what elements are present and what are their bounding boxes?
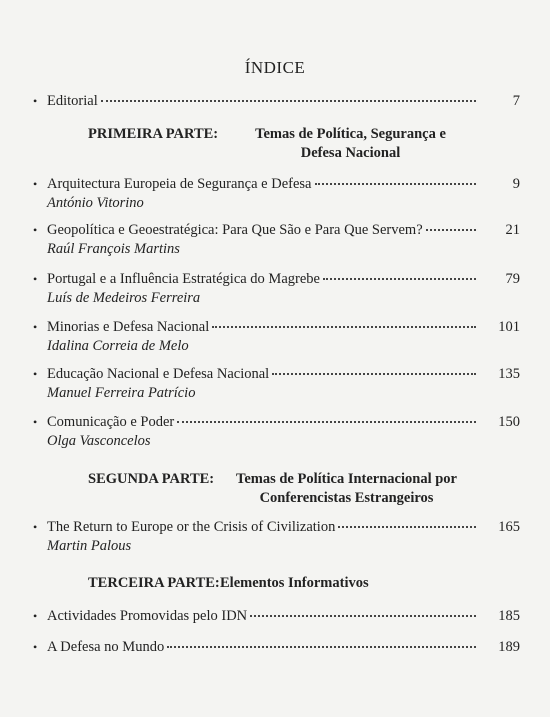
toc-entry[interactable] — [33, 221, 520, 259]
dot-leader — [426, 229, 476, 231]
bullet-icon: • — [33, 640, 38, 654]
entry-author: Idalina Correia de Melo — [47, 338, 189, 354]
part-description-line: Conferencistas Estrangeiros — [259, 490, 434, 506]
dot-leader — [177, 421, 476, 423]
entry-author: Raúl François Martins — [47, 241, 180, 257]
bullet-icon: • — [33, 415, 38, 429]
bullet-icon: • — [33, 223, 38, 237]
dot-leader — [315, 183, 477, 185]
entry-title: Editorial — [47, 93, 98, 109]
dot-leader — [250, 615, 476, 617]
entry-title: Educação Nacional e Defesa Nacional — [47, 366, 270, 382]
dot-leader — [338, 526, 476, 528]
part-label: PRIMEIRA PARTE: — [88, 126, 219, 142]
part-heading-primeira — [88, 125, 518, 165]
part-label: TERCEIRA PARTE: — [88, 575, 220, 591]
entry-title: A Defesa no Mundo — [47, 639, 165, 655]
entry-page: 21 — [505, 222, 520, 238]
dot-leader — [167, 646, 476, 648]
toc-entry[interactable] — [33, 518, 520, 556]
entry-title: Portugal e a Influência Estratégica do Magrebe — [47, 271, 320, 287]
toc-entry[interactable] — [33, 318, 520, 356]
toc-entry[interactable] — [33, 607, 520, 626]
bullet-icon: • — [33, 320, 38, 334]
entry-page: 7 — [512, 93, 520, 109]
toc-entry[interactable] — [33, 365, 520, 403]
index-title: ÍNDICE — [244, 58, 306, 77]
entry-page: 101 — [498, 319, 520, 335]
entry-title: Arquitectura Europeia de Segurança e Defesa — [47, 176, 312, 192]
toc-entry-editorial[interactable] — [33, 92, 520, 111]
entry-page: 189 — [498, 639, 520, 655]
entry-page: 79 — [505, 271, 520, 287]
entry-title: Minorias e Defesa Nacional — [47, 319, 210, 335]
entry-page: 165 — [498, 519, 520, 535]
part-description-line: Elementos Informativos — [220, 575, 369, 591]
entry-title: The Return to Europe or the Crisis of Civilization — [47, 519, 336, 535]
toc-entry[interactable] — [33, 638, 520, 657]
part-description-line: Temas de Política, Segurança e — [255, 126, 446, 142]
part-label: SEGUNDA PARTE: — [88, 471, 215, 487]
dot-leader — [101, 100, 476, 102]
entry-title: Actividades Promovidas pelo IDN — [47, 608, 248, 624]
entry-author: Manuel Ferreira Patrício — [47, 385, 196, 401]
part-description-line: Defesa Nacional — [300, 145, 401, 161]
entry-page: 135 — [498, 366, 520, 382]
entry-title: Comunicação e Poder — [47, 414, 175, 430]
part-heading-segunda — [88, 470, 518, 510]
dot-leader — [272, 373, 476, 375]
entry-title: Geopolítica e Geoestratégica: Para Que São e Para Que Servem? — [47, 222, 423, 238]
toc-entry[interactable] — [33, 175, 520, 213]
part-description-line: Temas de Política Internacional por — [236, 471, 457, 487]
entry-author: Martin Palous — [47, 538, 132, 554]
bullet-icon: • — [33, 94, 38, 108]
toc-entry[interactable] — [33, 413, 520, 451]
toc-entry[interactable] — [33, 270, 520, 308]
part-heading-terceira — [88, 574, 518, 594]
entry-author: Luís de Medeiros Ferreira — [47, 290, 201, 306]
bullet-icon: • — [33, 177, 38, 191]
dot-leader — [323, 278, 476, 280]
bullet-icon: • — [33, 609, 38, 623]
entry-page: 185 — [498, 608, 520, 624]
dot-leader — [212, 326, 476, 328]
entry-page: 150 — [498, 414, 520, 430]
bullet-icon: • — [33, 520, 38, 534]
entry-author: Olga Vasconcelos — [47, 433, 151, 449]
entry-page: 9 — [512, 176, 520, 192]
entry-author: António Vitorino — [47, 195, 144, 211]
bullet-icon: • — [33, 367, 38, 381]
bullet-icon: • — [33, 272, 38, 286]
